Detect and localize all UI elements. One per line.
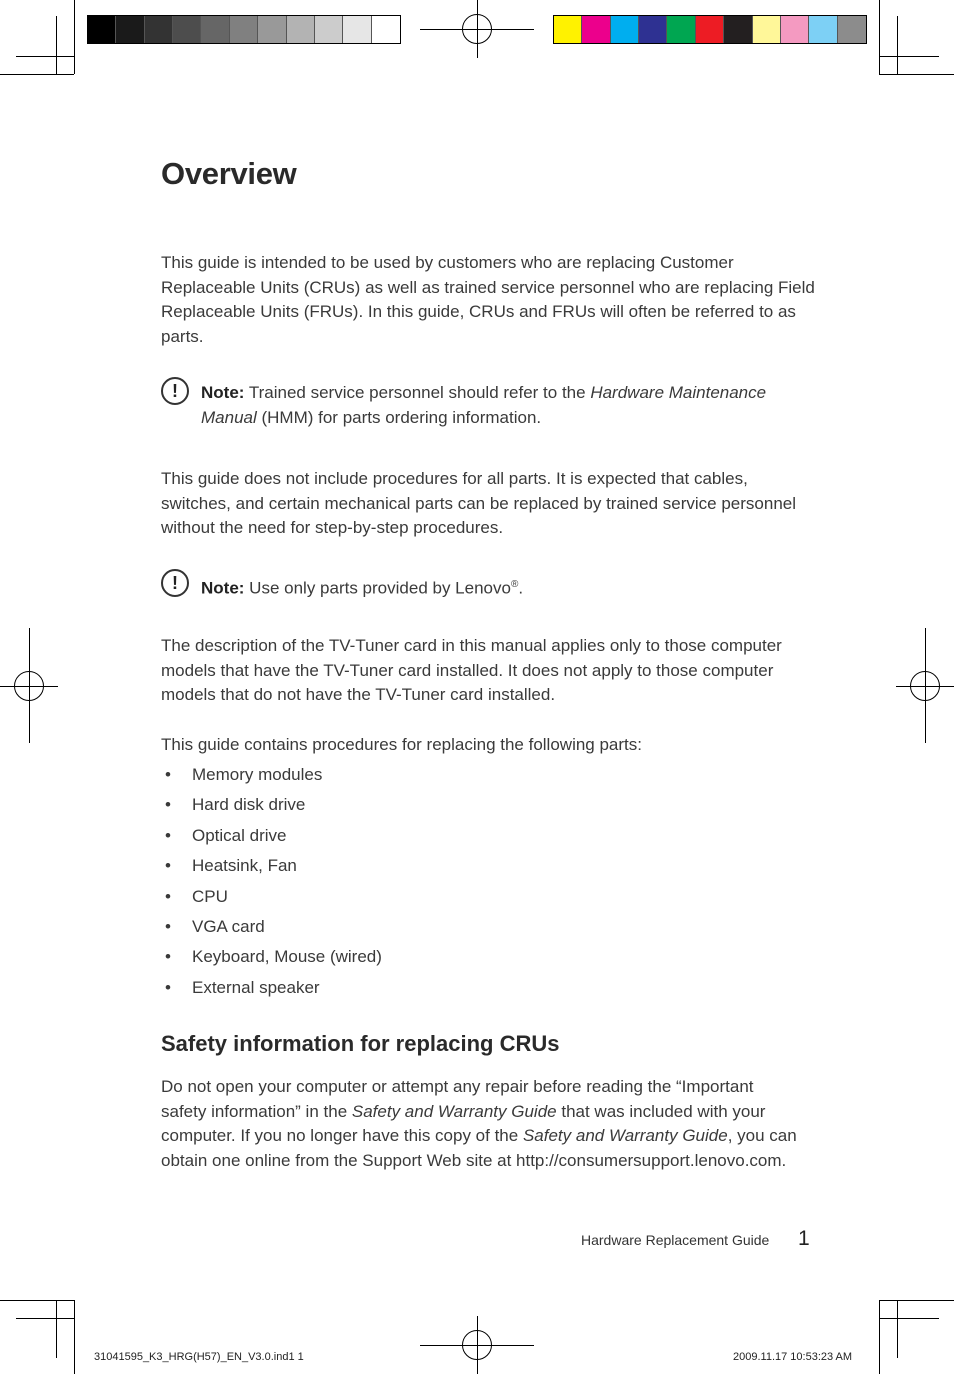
color-swatch bbox=[809, 16, 837, 43]
tv-tuner-paragraph: The description of the TV-Tuner card in this manual applies only to those computer models that have the TV-Tuner card installed. It does not apply to those computer models that do not have the TV-Tuner card installed. bbox=[161, 636, 782, 705]
color-swatch bbox=[667, 16, 695, 43]
note-text: Note: Use only parts provided by Lenovo®. bbox=[201, 578, 524, 598]
list-item: • VGA card bbox=[161, 914, 382, 944]
parts-list-intro: This guide contains procedures for replacing the following parts: bbox=[161, 735, 642, 754]
parts-list bbox=[161, 762, 382, 1005]
color-swatch bbox=[145, 16, 173, 43]
note-text: Note: Trained service personnel should refer to the Hardware Maintenance Manual (HMM) for parts ordering information. bbox=[201, 383, 767, 427]
color-swatch bbox=[696, 16, 724, 43]
grayscale-color-bar bbox=[87, 15, 401, 44]
color-swatch bbox=[343, 16, 371, 43]
section-heading-safety: Safety information for replacing CRUs bbox=[161, 1031, 560, 1056]
color-swatch bbox=[582, 16, 610, 43]
safety-paragraph: Do not open your computer or attempt any repair before reading the “Important safety information” in the Safety and Warranty Guide that was included with your computer. If you no longer have this copy of the Safety and Warranty Guide, you can obtain one online from the Support Web site at http://consumersupport.lenovo.com. bbox=[161, 1077, 797, 1171]
color-swatch bbox=[611, 16, 639, 43]
list-item: • Heatsink, Fan bbox=[161, 853, 382, 883]
slug-filename: 31041595_K3_HRG(H57)_EN_V3.0.ind1 1 bbox=[94, 1351, 304, 1363]
list-item: • Keyboard, Mouse (wired) bbox=[161, 944, 382, 974]
list-item: • Memory modules bbox=[161, 762, 382, 792]
list-item: • CPU bbox=[161, 884, 382, 914]
process-color-bar bbox=[553, 15, 867, 44]
list-item: • Optical drive bbox=[161, 823, 382, 853]
intro-paragraph: This guide is intended to be used by customers who are replacing Customer Replaceable Units (CRUs) as well as trained service personnel who are replacing Field Replaceable Units (FRUs). In this guide, CRUs and FRUs will often be referred to as parts. bbox=[161, 253, 815, 347]
color-swatch bbox=[116, 16, 144, 43]
color-swatch bbox=[201, 16, 229, 43]
color-swatch bbox=[753, 16, 781, 43]
page-title: Overview bbox=[161, 156, 297, 191]
color-swatch bbox=[287, 16, 315, 43]
list-item: • Hard disk drive bbox=[161, 792, 382, 822]
list-item: • External speaker bbox=[161, 975, 382, 1005]
color-swatch bbox=[258, 16, 286, 43]
color-swatch bbox=[88, 16, 116, 43]
color-swatch bbox=[173, 16, 201, 43]
page-number: 1 bbox=[798, 1227, 810, 1250]
color-swatch bbox=[639, 16, 667, 43]
color-swatch bbox=[554, 16, 582, 43]
color-swatch bbox=[372, 16, 400, 43]
footer-guide-title: Hardware Replacement Guide bbox=[581, 1232, 770, 1248]
color-swatch bbox=[781, 16, 809, 43]
color-swatch bbox=[838, 16, 866, 43]
exclamation-icon: ! bbox=[161, 569, 189, 597]
color-swatch bbox=[724, 16, 752, 43]
exclamation-icon: ! bbox=[161, 377, 189, 405]
parts-scope-paragraph: This guide does not include procedures for all parts. It is expected that cables, switches, and certain mechanical parts can be replaced by trained service personnel without the need for step-by-step procedures. bbox=[161, 469, 797, 538]
color-swatch bbox=[315, 16, 343, 43]
slug-timestamp: 2009.11.17 10:53:23 AM bbox=[733, 1351, 853, 1363]
color-swatch bbox=[230, 16, 258, 43]
